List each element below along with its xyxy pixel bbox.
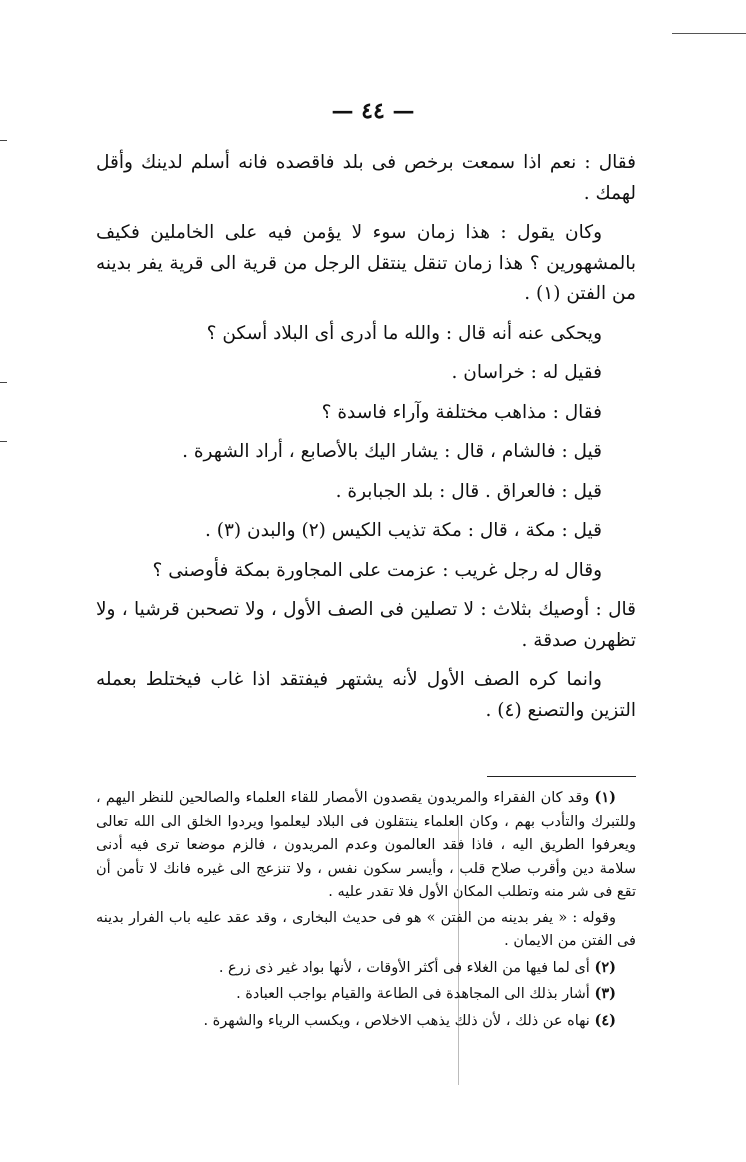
paragraph: ويحكى عنه أنه قال : والله ما أدرى أى البلاد أسكن ؟	[206, 322, 602, 344]
footnote	[96, 786, 636, 905]
paragraph: فقيل له : خراسان .	[451, 362, 602, 383]
footnote	[96, 956, 636, 981]
left-edge-mark	[0, 441, 7, 442]
footnote	[96, 907, 636, 954]
paragraph: فقال : نعم اذا سمعت برخص فى بلد فاقصده فانه أسلم لدينك وأقل لهمك .	[96, 152, 636, 204]
footnote-text: نهاه عن ذلك ، لأن ذلك يذهب الاخلاص ، ويكسب الرياء والشهرة .	[203, 1012, 590, 1029]
paragraph: وكان يقول : هذا زمان سوء لا يؤمن فيه على الخاملين فكيف بالمشهورين ؟ هذا زمان تنقل ينتقل الرجل من قرية الى قرية يفر بدينه من الفتن (١) .	[96, 222, 636, 304]
page-number: — ٤٤ —	[331, 98, 415, 124]
footnote-separator	[487, 776, 636, 777]
main-text	[96, 148, 636, 735]
paragraph: قيل : فالعراق . قال : بلد الجبابرة .	[335, 480, 602, 502]
footnote-marker: (٢)	[594, 958, 616, 976]
left-edge-mark	[0, 140, 7, 141]
footnote	[96, 1009, 636, 1034]
footnote-marker: (٤)	[594, 1011, 616, 1029]
footnotes	[96, 786, 636, 1035]
footnote	[96, 982, 636, 1007]
footnote-text: أشار بذلك الى المجاهدة فى الطاعة والقيام بواجب العبادة .	[236, 986, 590, 1002]
top-edge-rule	[672, 33, 746, 34]
footnote-text: وقد كان الفقراء والمريدون يقصدون الأمصار للقاء العلماء والصالحين للنظر اليهم ، وللتبرك والتأدب بهم ، وكان العلماء ينتقلون فى البلاد ليعلموا ويردوا الخلق الى الله تعالى ويعرفوا الطريق اليه ، فاذا فقد العالمون وعدم المريدون ، فالزم موضعا ترى فيه أدنى سلامة دين وأقرب صلاح قلب ، وأيسر سكون نفس ، ولا تنزعج الى غيره فانك لا تأمن أن تقع فى شر منه وتطلب المكان الأول فلا تقدر عليه .	[96, 790, 636, 900]
footnote-marker: (١)	[594, 789, 617, 806]
footnote-marker: (٣)	[594, 985, 616, 1002]
footnote-text: وقوله : « يفر بدينه من الفتن » هو فى حديث البخارى ، وقد عقد عليه باب الفرار بدينه فى الفتن من الايمان .	[96, 909, 636, 949]
paragraph: قيل : فالشام ، قال : يشار اليك بالأصابع ، أراد الشهرة .	[182, 441, 602, 462]
left-edge-mark	[0, 382, 7, 383]
paragraph: وانما كره الصف الأول لأنه يشتهر فيفتقد اذا غاب فيختلط بعمله التزين والتصنع (٤) .	[96, 669, 636, 721]
paragraph: قيل : مكة ، قال : مكة تذيب الكيس (٢) والبدن (٣) .	[204, 520, 602, 541]
paragraph: قال : أوصيك بثلاث : لا تصلين فى الصف الأول ، ولا تصحبن قرشيا ، ولا تظهرن صدقة .	[96, 599, 636, 651]
paragraph: وقال له رجل غريب : عزمت على المجاورة بمكة فأوصنى ؟	[152, 559, 602, 581]
paragraph: فقال : مذاهب مختلفة وآراء فاسدة ؟	[321, 401, 602, 423]
footnote-text: أى لما فيها من الغلاء فى أكثر الأوقات ، لأنها بواد غير ذى زرع .	[218, 959, 590, 976]
